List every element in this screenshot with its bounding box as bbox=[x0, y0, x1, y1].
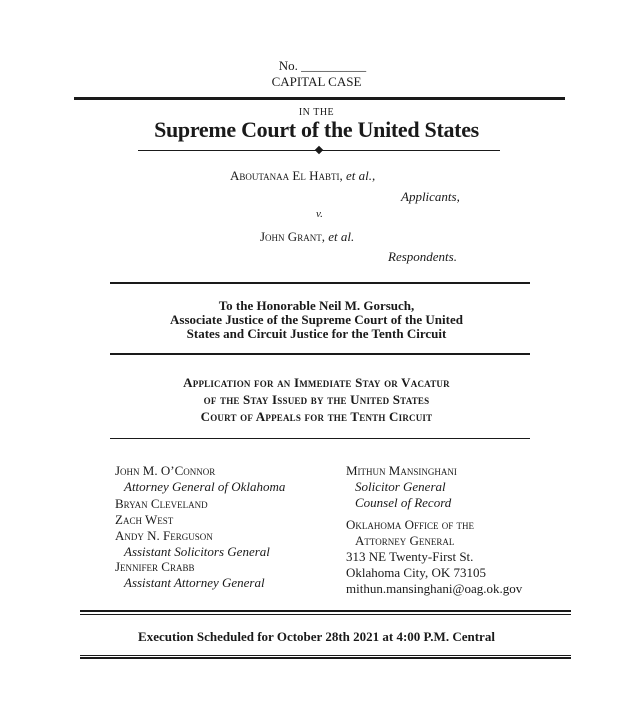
execution-notice: Execution Scheduled for October 28th 2021 at 4:00 P.M. Central bbox=[138, 629, 495, 644]
court-prefix: IN THE bbox=[298, 107, 335, 118]
counsel-name: Andy N. Ferguson bbox=[115, 528, 213, 543]
versus-label: v. bbox=[316, 208, 323, 220]
counsel-name: Zach West bbox=[115, 512, 174, 527]
counsel-title: Attorney General of Oklahoma bbox=[124, 479, 286, 494]
application-title-line-3: Court of Appeals for the Tenth Circuit bbox=[200, 409, 433, 424]
case-type-label: CAPITAL CASE bbox=[271, 74, 362, 89]
applicants-role: Applicants, bbox=[401, 189, 460, 204]
footer-top-rule-1 bbox=[80, 610, 571, 612]
street-address: 313 NE Twenty-First St. bbox=[346, 549, 474, 564]
applicants-line bbox=[230, 168, 375, 184]
applicants-etal: et al., bbox=[346, 168, 376, 183]
application-title-line-2: of the Stay Issued by the United States bbox=[203, 392, 430, 407]
counsel-name: Bryan Cleveland bbox=[115, 496, 208, 511]
docket-number: No. __________ bbox=[278, 58, 367, 73]
counsel-of-record-name: Mithun Mansinghani bbox=[346, 463, 457, 478]
respondents-etal: et al. bbox=[328, 229, 355, 244]
addressee-top-rule bbox=[110, 282, 530, 284]
office-line: Attorney General bbox=[355, 533, 455, 548]
application-title-line-1: Application for an Immediate Stay or Vacatur bbox=[183, 375, 450, 390]
counsel-left-block-2 bbox=[115, 496, 270, 560]
addressee-bottom-rule bbox=[110, 353, 530, 355]
counsel-left-block-3 bbox=[115, 559, 265, 591]
office-line: Oklahoma Office of the bbox=[346, 517, 475, 532]
ornament-rule-left bbox=[138, 150, 316, 151]
applicants-name: Aboutanaa El Habti, bbox=[230, 168, 343, 183]
title-bottom-rule bbox=[110, 438, 530, 439]
addressee-line-2: Associate Justice of the Supreme Court of the United bbox=[170, 312, 463, 327]
addressee-block bbox=[0, 299, 633, 341]
counsel-title: Solicitor General bbox=[355, 479, 446, 494]
respondents-line bbox=[260, 229, 354, 245]
counsel-name: John M. O’Connor bbox=[115, 463, 216, 478]
addressee-line-3: States and Circuit Justice for the Tenth Circuit bbox=[186, 326, 447, 341]
counsel-title: Assistant Attorney General bbox=[124, 575, 265, 590]
top-rule bbox=[74, 97, 565, 100]
ornament-rule-right bbox=[322, 150, 500, 151]
counsel-name: Jennifer Crabb bbox=[115, 559, 195, 574]
addressee-line-1: To the Honorable Neil M. Gorsuch, bbox=[218, 298, 415, 313]
city-address: Oklahoma City, OK 73105 bbox=[346, 565, 486, 580]
counsel-title: Assistant Solicitors General bbox=[124, 544, 270, 559]
counsel-left-block-1 bbox=[115, 463, 285, 495]
footer-top-rule-2 bbox=[80, 614, 571, 615]
counsel-right-block bbox=[346, 463, 457, 511]
respondents-name: John Grant, bbox=[260, 229, 325, 244]
footer-bottom-rule-1 bbox=[80, 655, 571, 656]
respondents-role: Respondents. bbox=[388, 249, 457, 264]
court-name: Supreme Court of the United States bbox=[154, 117, 479, 142]
office-address-block bbox=[346, 517, 522, 597]
email-address: mithun.mansinghani@oag.ok.gov bbox=[346, 581, 523, 596]
counsel-title: Counsel of Record bbox=[355, 495, 452, 510]
footer-bottom-rule-2 bbox=[80, 657, 571, 659]
application-title bbox=[0, 374, 633, 425]
